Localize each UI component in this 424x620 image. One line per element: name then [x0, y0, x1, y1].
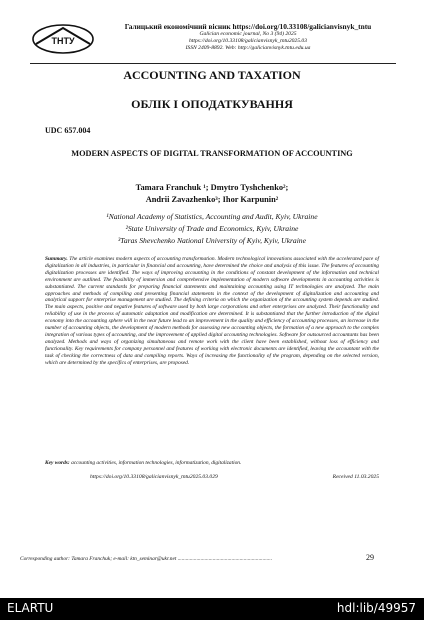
repository-name: ELARTU — [7, 601, 54, 615]
abstract — [45, 256, 379, 367]
journal-title-line: Галицький економічний вісник https://doi.org/10.33108/galicianvisnyk_tntu — [124, 22, 372, 31]
authors-line-2: Andrii Zavazhenko³; Ihor Karpunin² — [145, 195, 279, 204]
author-list — [60, 182, 364, 206]
authors-line-1: Tamara Franchuk ¹; Dmytro Tyshchenko²; — [135, 183, 289, 192]
affiliation-1: ¹National Academy of Statistics, Accounting and Audit, Kyiv, Ukraine — [106, 212, 318, 221]
affiliation-3: ³Taras Shevchenko National University of Kyiv, Kyiv, Ukraine — [118, 236, 306, 245]
logo-lettering: ТНТУ — [51, 36, 75, 46]
journal-header — [30, 22, 396, 62]
journal-doi-line: https://doi.org/10.33108/galicianvisnyk_tntu2025.03 — [188, 38, 308, 44]
journal-info — [100, 22, 396, 52]
received-date: Received 11.03.2025 — [332, 474, 379, 480]
handle-id: hdl:lib/49957 — [336, 601, 416, 615]
article-doi[interactable]: https://doi.org/10.33108/galicianvisnyk_tntu2025.03.029 — [90, 474, 218, 480]
summary-label: Summary. — [45, 256, 68, 262]
article-title: MODERN ASPECTS OF DIGITAL TRANSFORMATION OF ACCOUNTING — [71, 149, 353, 158]
keywords-label: Key words: — [45, 460, 70, 466]
header-divider — [30, 63, 396, 64]
page-number: 29 — [366, 553, 374, 562]
keywords-text: accounting activities, information technologies, informatization, digitalization. — [71, 460, 242, 466]
journal-logo — [30, 22, 96, 56]
section-title-ua: ОБЛІК І ОПОДАТКУВАННЯ — [131, 97, 293, 111]
keywords — [45, 460, 379, 467]
affiliations — [40, 211, 384, 247]
journal-issue-line: Galician economic journal, No 3 (94) 2025 — [199, 31, 297, 37]
summary-text: The article examines modern aspects of accounting transformation. Modern technological innovations associated with the accelerated pace of digitalization in all industries, in particular in financial and accounting, have determined the choice and analysis of this issue. The features of accounting digitalization processes are identified. The ways of improving accounting in the conditions of constant development of the information and technical environment are outlined. The feasibility of immersion and comprehensive implementation of modern software developments in accounting activities is substantiated. The current standards for preparing financial statements and maintaining accounting using IT technologies are analyzed. The main approaches and methods of compiling and presenting financial statements in the context of the development of digitalization and accounting and analytical support for enterprise management are studied. The defining criteria on which the organization of the accounting system depends are studied. The main aspects, positive and negative features of software used by both large corporations and other enterprises are analyzed. Their functionality and reliability of use in the process of automatic adaptation and modification are determined. It is substantiated that the further introduction of the digital economy into the accounting sphere will in the near future lead to an improvement in the quality and efficiency of accounting processes, an increase in the number of accounting objects, the development of modern methods for assessing new accounting objects, the formation of a new approach to the complex integration of various types of accounting, and the improvement of applied digital accounting technologies. Software for outsourced accountants has been analyzed. Methods and ways of organizing simultaneous and remote work with the client have been established, without loss of efficiency and functionality. Key requirements for company personnel and features of working with electronic documents are identified, leaving the accountant with the task of checking the correctness of data and compiling reports. Ways of increasing the functionality of the program, depending on the selected version, which are determined by the specifics of enterprises, are proposed. — [45, 256, 379, 366]
udc-code: UDC 657.004 — [45, 126, 91, 135]
affiliation-2: ²State University of Trade and Economics, Kyiv, Ukraine — [125, 224, 299, 233]
journal-issn-line: ISSN 2409-8892. Web: http://galicianvisnyk.tntu.edu.ua — [185, 45, 311, 51]
repository-bar — [0, 598, 424, 620]
section-title-en: ACCOUNTING AND TAXATION — [123, 68, 301, 82]
corresponding-author: Corresponding author: Tamara Franchuk; e-mail: ktn_seminar@ukr.net ...................................................................... — [20, 556, 273, 562]
